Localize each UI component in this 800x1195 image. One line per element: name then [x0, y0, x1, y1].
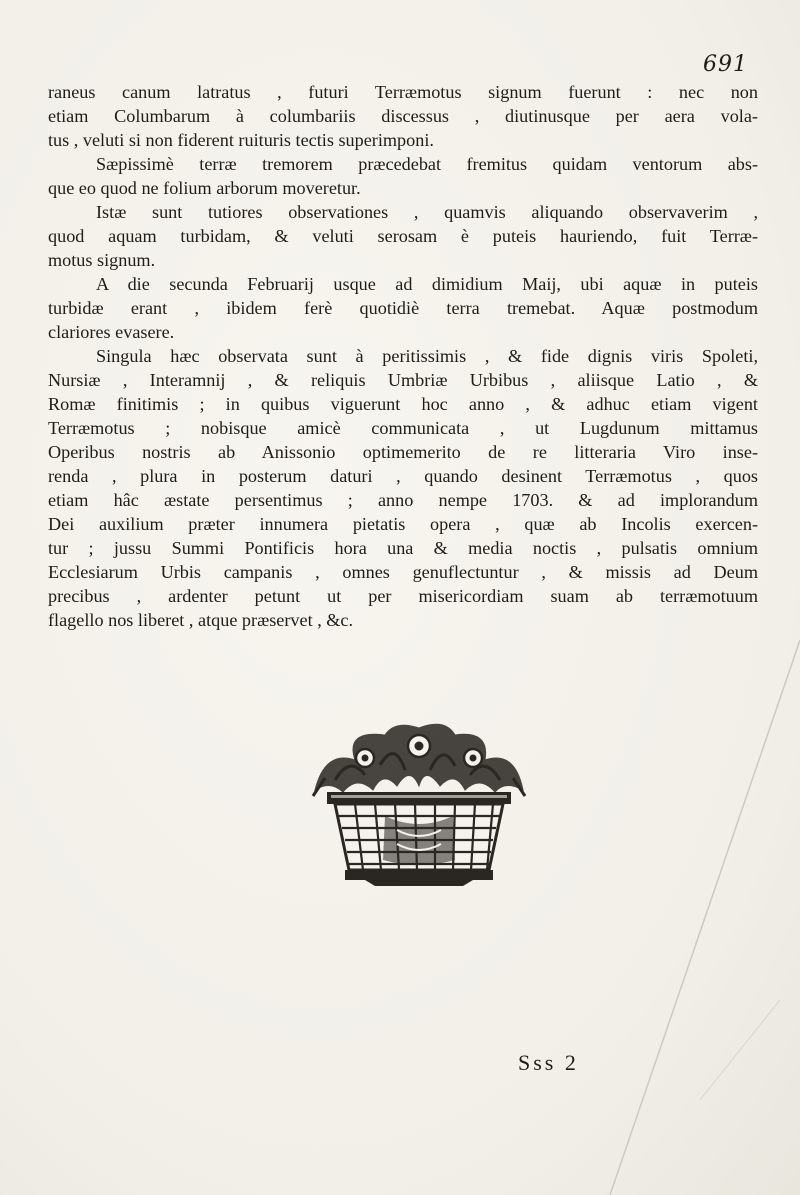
text-line: clariores evasere. [48, 322, 175, 342]
text-line: tus , veluti si non fiderent ruituris tectis superimponi. [48, 130, 434, 150]
text-line: Nursiæ , Interamnij , & reliquis Umbriæ Urbibus , aliisque Latio , & [48, 370, 758, 390]
text-line: Ecclesiarum Urbis campanis , omnes genuflectuntur , & missis ad Deum [48, 562, 758, 582]
text-line: etiam hâc æstate persentimus ; anno nempe 1703. & ad implorandum [48, 490, 758, 510]
text-line: tur ; jussu Summi Pontificis hora una & media noctis , pulsatis omnium [48, 538, 758, 558]
text-line: Terræmotus ; nobisque amicè communicata , ut Lugdunum mittamus [48, 418, 758, 438]
text-line: quod aquam turbidam, & veluti serosam è puteis hauriendo, fuit Terræ- [48, 226, 758, 246]
text-line: renda , plura in posterum daturi , quando desinent Terræmotus , quos [48, 466, 758, 486]
text-line: turbidæ erant , ibidem ferè quotidiè terra tremebat. Aquæ postmodum [48, 298, 758, 318]
text-line: Sæpissimè terræ tremorem præcedebat fremitus quidam ventorum abs- [96, 154, 758, 174]
text-line: Singula hæc observata sunt à peritissimis , & fide dignis viris Spoleti, [96, 346, 758, 366]
text-line: Istæ sunt tutiores observationes , quamvis aliquando observaverim , [96, 202, 758, 222]
signature-mark: Sss 2 [518, 1050, 579, 1075]
page-number: 691 [703, 52, 748, 77]
text-line: Dei auxilium præter innumera pietatis opera , quæ ab Incolis exercen- [48, 514, 758, 534]
text-line: Operibus nostris ab Anissonio optimemerito de re litteraria Viro inse- [48, 442, 758, 462]
text-line: precibus , ardenter petunt ut per misericordiam suam ab terræmotuum [48, 586, 758, 606]
body-text [48, 80, 758, 632]
flower-basket-vignette-icon [305, 720, 533, 888]
text-line: flagello nos liberet , atque præservet , &c. [48, 610, 354, 630]
text-line: motus signum. [48, 250, 156, 270]
text-line: A die secunda Februarij usque ad dimidium Maij, ubi aquæ in puteis [96, 274, 758, 294]
text-line: raneus canum latratus , futuri Terræmotus signum fuerunt : nec non [48, 82, 758, 102]
text-line: etiam Columbarum à columbariis discessus , diutinusque per aera vola- [48, 106, 758, 126]
text-line: Romæ finitimis ; in quibus viguerunt hoc anno , & adhuc etiam vigent [48, 394, 758, 414]
text-line: que eo quod ne folium arborum moveretur. [48, 178, 361, 198]
